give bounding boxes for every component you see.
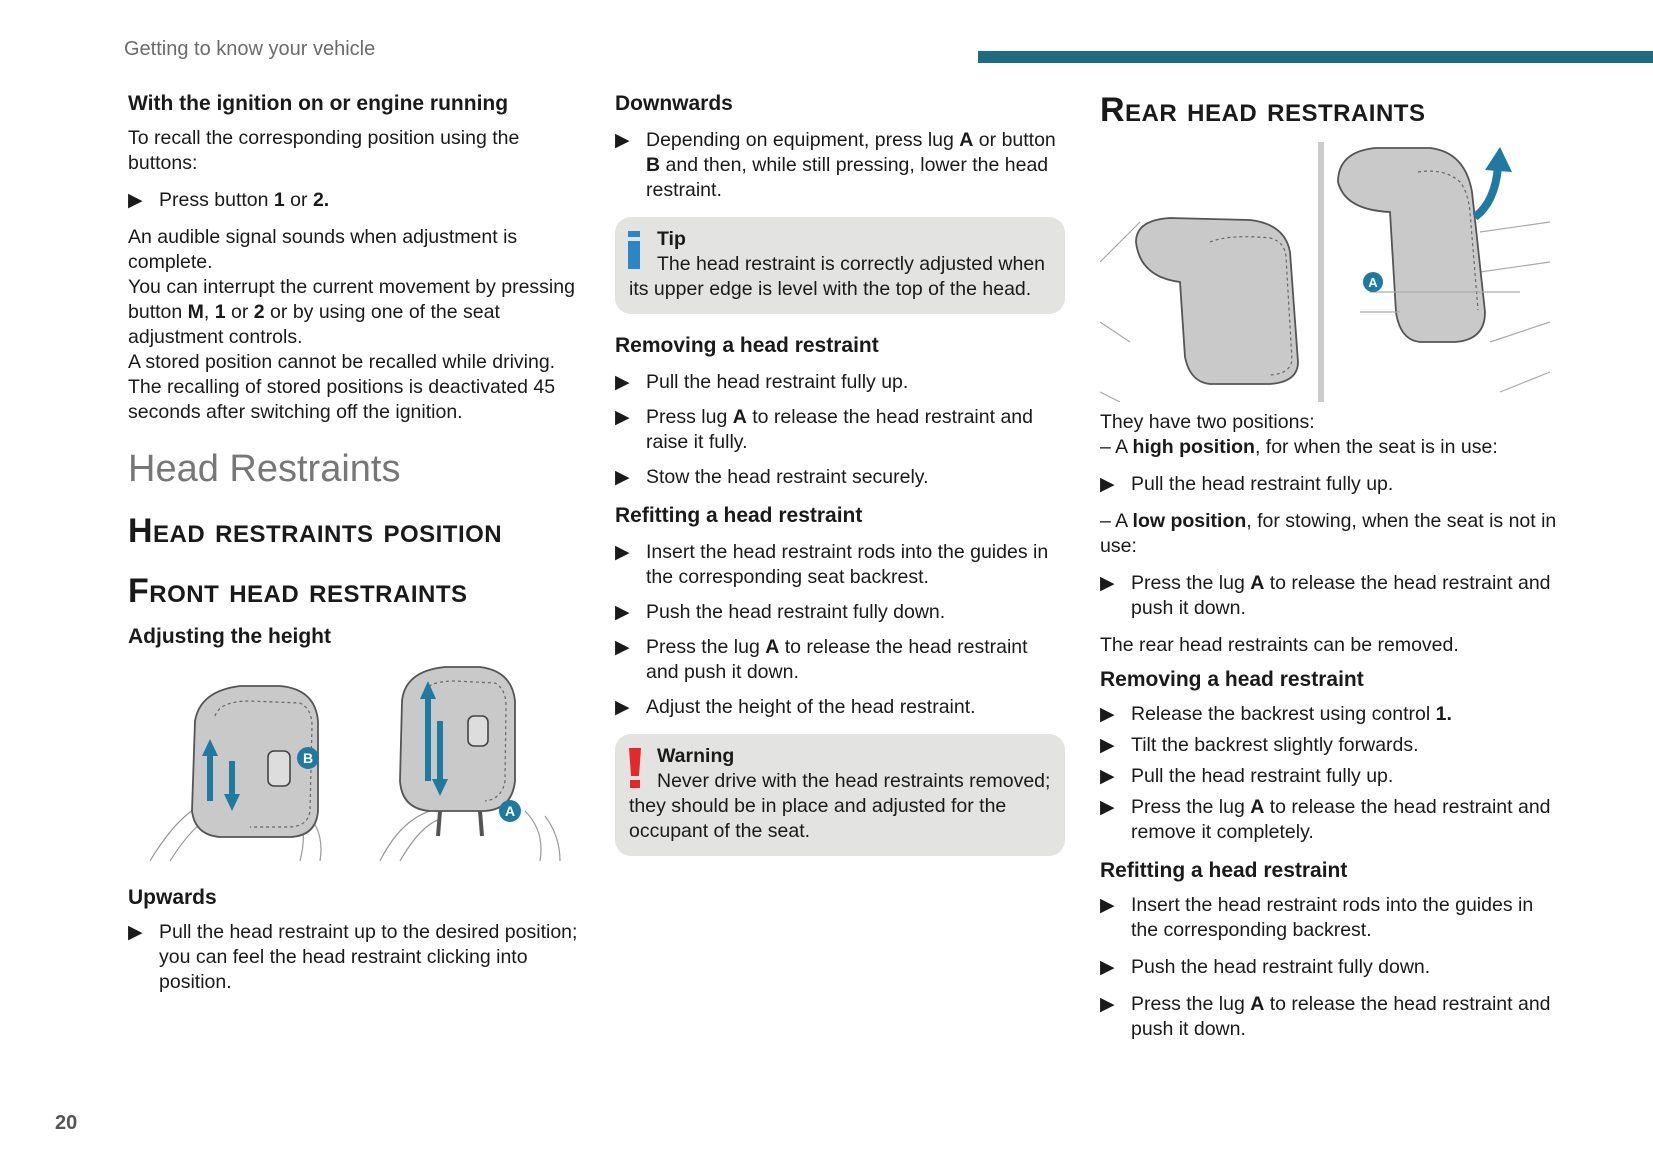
remove-heading-rear: Removing a head restraint — [1100, 668, 1364, 691]
recall-driving-text: A stored position cannot be recalled while driving. — [128, 351, 556, 373]
tip-box — [615, 217, 1065, 314]
interrupt-text: You can interrupt the current movement by pressing button M, 1 or 2 or by using one of the seat adjustment controls. — [128, 276, 575, 348]
front-title: Front head restraints — [128, 572, 468, 610]
label-a-rear: A — [1368, 275, 1378, 290]
rear-remove-bullet-3: ▶ Pull the head restraint fully up. — [1100, 765, 1394, 787]
refit-bullet-1: ▶ Insert the head restraint rods into the guides in the corresponding seat backrest. — [615, 541, 1049, 588]
bullet-arrow-icon: ▶ — [615, 697, 630, 718]
low-bullet: ▶ Press the lug A to release the head restraint and push it down. — [1100, 572, 1551, 619]
rear-remove-bullet-4: ▶ Press the lug A to release the head restraint and remove it completely. — [1100, 796, 1551, 843]
upwards-bullet: ▶ Pull the head restraint up to the desired position; you can feel the head restraint clicking into position. — [128, 921, 578, 993]
warning-body: Never drive with the head restraints removed; they should be in place and adjusted for the occupant of the seat. — [629, 770, 1051, 842]
rear-remove-bullet-1: ▶ Release the backrest using control 1. — [1100, 703, 1452, 725]
two-positions-text: They have two positions: — [1100, 411, 1315, 433]
tip-body: The head restraint is correctly adjusted when its upper edge is level with the top of the head. — [629, 253, 1046, 300]
refit-heading-front: Refitting a head restraint — [615, 504, 863, 527]
remove-bullet-3: ▶ Stow the head restraint securely. — [615, 466, 929, 488]
rear-refit-bullet-2: ▶ Push the head restraint fully down. — [1100, 956, 1431, 978]
bullet-arrow-icon: ▶ — [1100, 797, 1115, 818]
header-accent-bar — [978, 51, 1653, 63]
high-bullet: ▶ Pull the head restraint fully up. — [1100, 473, 1394, 495]
bullet-arrow-icon: ▶ — [1100, 474, 1115, 495]
remove-bullet-2: ▶ Press lug A to release the head restraint and raise it fully. — [615, 406, 1033, 453]
rear-head-restraint-illustration — [1100, 142, 1550, 402]
bullet-arrow-icon: ▶ — [1100, 895, 1115, 916]
bullet-arrow-icon: ▶ — [615, 602, 630, 623]
adjust-heading: Adjusting the height — [128, 625, 331, 648]
position-title: Head restraints position — [128, 512, 503, 550]
tip-title: Tip — [657, 228, 686, 250]
page-number: 20 — [55, 1112, 78, 1134]
removable-text: The rear head restraints can be removed. — [1100, 634, 1459, 656]
bullet-arrow-icon: ▶ — [615, 542, 630, 563]
rear-title: Rear head restraints — [1100, 91, 1426, 129]
running-header: Getting to know your vehicle — [124, 38, 376, 60]
bullet-arrow-icon: ▶ — [1100, 994, 1115, 1015]
column-2 — [615, 90, 1065, 874]
warning-icon — [627, 748, 643, 788]
bullet-arrow-icon: ▶ — [128, 922, 143, 943]
bullet-arrow-icon: ▶ — [128, 190, 143, 211]
label-a-front: A — [504, 803, 516, 819]
bullet-arrow-icon: ▶ — [615, 372, 630, 393]
section-title: Head Restraints — [128, 448, 401, 490]
low-position-text: – A low position, for stowing, when the seat is not in use: — [1100, 510, 1557, 557]
label-b: B — [302, 750, 314, 766]
bullet-arrow-icon: ▶ — [1100, 735, 1115, 756]
warning-title: Warning — [657, 745, 735, 767]
refit-bullet-2: ▶ Push the head restraint fully down. — [615, 601, 946, 623]
bullet-arrow-icon: ▶ — [1100, 573, 1115, 594]
remove-bullet-1: ▶ Pull the head restraint fully up. — [615, 371, 909, 393]
deactivated-text: The recalling of stored positions is deactivated 45 seconds after switching off the ignition. — [128, 376, 556, 423]
warning-box — [615, 734, 1065, 856]
bullet-arrow-icon: ▶ — [615, 407, 630, 428]
downwards-heading: Downwards — [615, 92, 733, 115]
rear-refit-bullet-3: ▶ Press the lug A to release the head restraint and push it down. — [1100, 993, 1551, 1040]
bullet-arrow-icon: ▶ — [615, 467, 630, 488]
ignition-intro: To recall the corresponding position using the buttons: — [128, 127, 520, 174]
column-3 — [1100, 90, 1560, 1052]
refit-bullet-4: ▶ Adjust the height of the head restraint. — [615, 696, 976, 718]
press-button-bullet: ▶ Press button 1 or 2. — [128, 189, 330, 211]
bullet-arrow-icon: ▶ — [615, 637, 630, 658]
upwards-heading: Upwards — [128, 886, 217, 909]
signal-text: An audible signal sounds when adjustment is complete. — [128, 226, 518, 273]
rear-refit-bullet-1: ▶ Insert the head restraint rods into the guides in the corresponding backrest. — [1100, 894, 1534, 941]
high-position-text: – A high position, for when the seat is in use: — [1100, 436, 1498, 458]
remove-heading-front: Removing a head restraint — [615, 334, 879, 357]
rear-remove-bullet-2: ▶ Tilt the backrest slightly forwards. — [1100, 734, 1419, 756]
info-icon — [627, 231, 641, 269]
ignition-heading: With the ignition on or engine running — [128, 92, 509, 115]
bullet-arrow-icon: ▶ — [1100, 704, 1115, 725]
bullet-arrow-icon: ▶ — [615, 130, 630, 151]
bullet-arrow-icon: ▶ — [1100, 957, 1115, 978]
front-head-restraint-illustration — [140, 661, 570, 866]
downwards-bullet: ▶ Depending on equipment, press lug A or button B and then, while still pressing, lower the head restraint. — [615, 129, 1056, 201]
bullet-arrow-icon: ▶ — [1100, 766, 1115, 787]
refit-heading-rear: Refitting a head restraint — [1100, 859, 1348, 882]
refit-bullet-3: ▶ Press the lug A to release the head restraint and push it down. — [615, 636, 1028, 683]
column-1 — [128, 90, 578, 1005]
